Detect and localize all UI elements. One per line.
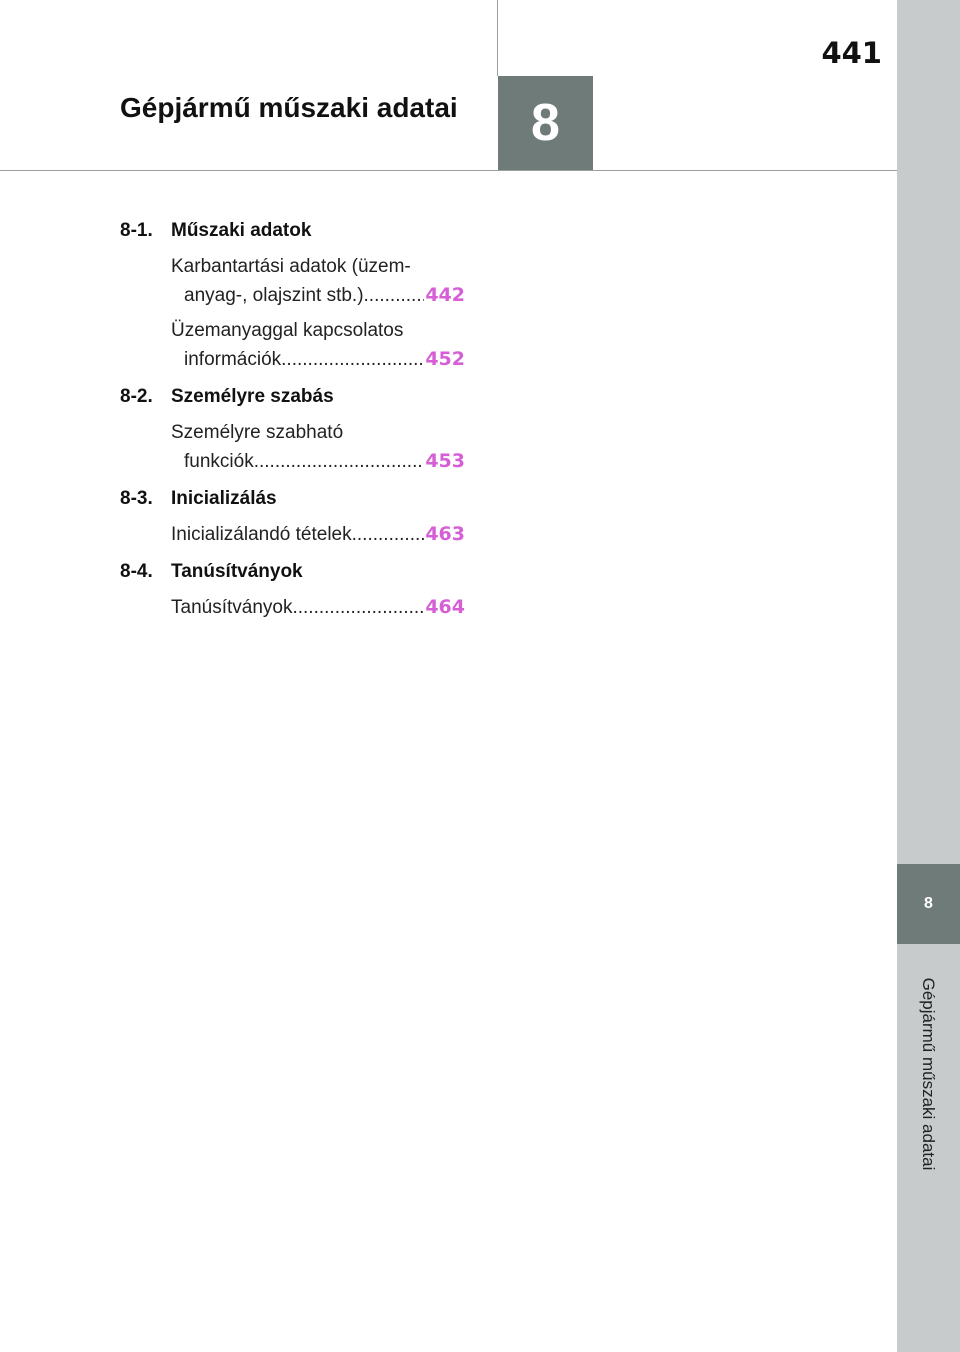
toc-entry-text: anyag-, olajszint stb.): [184, 285, 364, 306]
toc-leader-dots: [254, 447, 425, 476]
toc-section-title: Tanúsítványok: [171, 561, 303, 582]
toc-section-heading[interactable]: [120, 214, 465, 248]
toc-entry-text: Inicializálandó tételek: [171, 524, 352, 545]
side-chapter-tab[interactable]: [897, 864, 960, 944]
toc-section: [120, 380, 465, 476]
toc-leader-dots: [364, 281, 425, 310]
toc-entry-text: Üzemanyaggal kapcsolatos: [171, 320, 404, 341]
page-number: 441: [821, 36, 882, 70]
toc-entry-text: funkciók: [184, 451, 254, 472]
toc-page-link[interactable]: 464: [425, 596, 465, 618]
toc-page-link[interactable]: 442: [425, 284, 465, 306]
side-chapter-label: Gépjármű műszaki adatai: [919, 977, 938, 1171]
toc-section-number: 8-3.: [120, 488, 153, 509]
toc-section-heading[interactable]: [120, 380, 465, 414]
toc-entry[interactable]: [171, 520, 465, 549]
toc-section-title: Személyre szabás: [171, 386, 334, 407]
toc-page-link[interactable]: 453: [425, 450, 465, 472]
toc-section: [120, 214, 465, 374]
toc-section-heading[interactable]: [120, 555, 465, 589]
toc-section-heading[interactable]: [120, 482, 465, 516]
table-of-contents: [120, 214, 465, 628]
toc-entry-text: Karbantartási adatok (üzem-: [171, 256, 411, 277]
toc-section-number: 8-4.: [120, 561, 153, 582]
chapter-number: 8: [531, 94, 560, 152]
toc-section: [120, 555, 465, 622]
toc-leader-dots: [281, 345, 424, 374]
toc-entry-last-line: [171, 345, 465, 374]
toc-entry-last-line: [171, 593, 465, 622]
toc-leader-dots: [352, 520, 425, 549]
toc-page-link[interactable]: 463: [425, 523, 465, 545]
toc-entry[interactable]: [171, 316, 465, 374]
header-vertical-rule: [497, 0, 498, 76]
toc-entry-text: információk: [184, 349, 282, 370]
toc-leader-dots: [292, 593, 424, 622]
toc-section: [120, 482, 465, 549]
toc-entry-text: Személyre szabható: [171, 422, 344, 443]
toc-entry-last-line: [171, 281, 465, 310]
toc-page-link[interactable]: 452: [425, 348, 465, 370]
toc-entry[interactable]: [171, 593, 465, 622]
toc-section-number: 8-2.: [120, 386, 153, 407]
toc-entry[interactable]: [171, 252, 465, 310]
side-tab-number: 8: [924, 895, 933, 912]
chapter-number-box: [498, 76, 593, 170]
header-horizontal-rule: [0, 170, 897, 171]
toc-entry[interactable]: [171, 418, 465, 476]
toc-section-title: Inicializálás: [171, 488, 277, 509]
toc-section-title: Műszaki adatok: [171, 220, 312, 241]
toc-section-number: 8-1.: [120, 220, 153, 241]
toc-entry-last-line: [171, 520, 465, 549]
toc-entry-last-line: [171, 447, 465, 476]
chapter-title: Gépjármű műszaki adatai: [120, 92, 458, 123]
toc-entry-text: Tanúsítványok: [171, 597, 293, 618]
